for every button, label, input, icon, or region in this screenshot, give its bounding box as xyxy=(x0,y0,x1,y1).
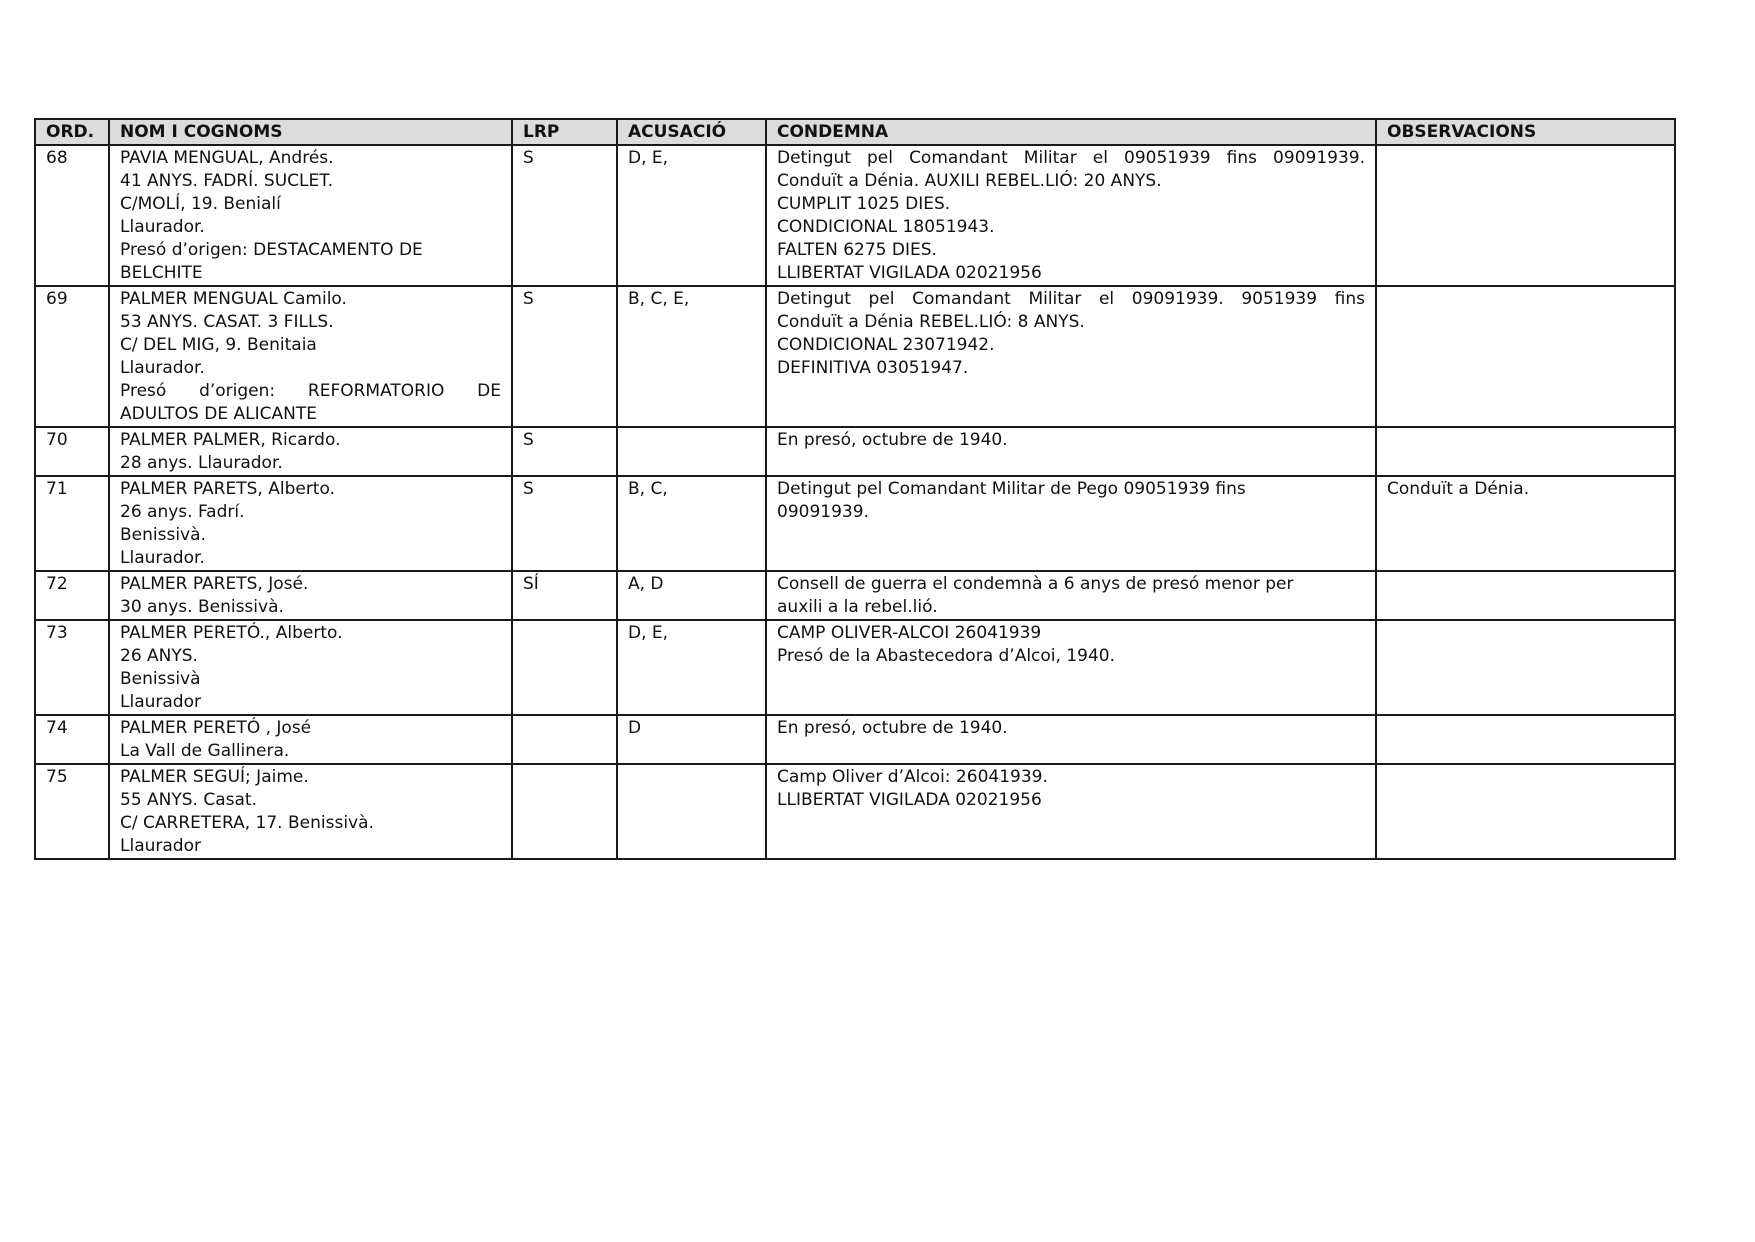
nom-line: Benissivà xyxy=(120,669,201,689)
nom-line: Llaurador. xyxy=(120,217,205,237)
cell-observacions xyxy=(1376,286,1675,427)
nom-line: C/ CARRETERA, 17. Benissivà. xyxy=(120,813,374,833)
cell-nom xyxy=(109,571,512,620)
condemna-line: Conduït a Dénia REBEL.LIÓ: 8 ANYS. xyxy=(777,312,1085,332)
condemna-line: CAMP OLIVER-ALCOI 26041939 xyxy=(777,623,1042,643)
cell-nom xyxy=(109,764,512,859)
cell-lrp xyxy=(512,764,617,859)
cell-ord: 72 xyxy=(35,571,109,620)
cell-acusacio: B, C, xyxy=(617,476,766,571)
cell-lrp: SÍ xyxy=(512,571,617,620)
nom-line: PALMER SEGUÍ; Jaime. xyxy=(120,767,309,787)
nom-line: 55 ANYS. Casat. xyxy=(120,790,257,810)
condemna-line: CUMPLIT 1025 DIES. xyxy=(777,194,951,214)
cell-observacions: Conduït a Dénia. xyxy=(1376,476,1675,571)
cell-observacions xyxy=(1376,427,1675,476)
header-condemna: CONDEMNA xyxy=(766,119,1376,145)
cell-nom xyxy=(109,715,512,764)
condemna-line: Consell de guerra el condemnà a 6 anys de presó menor per xyxy=(777,574,1294,594)
nom-line: La Vall de Gallinera. xyxy=(120,741,290,761)
condemna-line: CONDICIONAL 23071942. xyxy=(777,335,995,355)
header-acusacio: ACUSACIÓ xyxy=(617,119,766,145)
condemna-line: Detingut pel Comandant Militar el 09051939 fins 09091939. xyxy=(777,148,1365,168)
cell-lrp: S xyxy=(512,427,617,476)
cell-ord: 70 xyxy=(35,427,109,476)
table-row xyxy=(35,145,1675,286)
cell-acusacio: D xyxy=(617,715,766,764)
cell-condemna xyxy=(766,145,1376,286)
condemna-line: DEFINITIVA 03051947. xyxy=(777,358,969,378)
condemna-line: En presó, octubre de 1940. xyxy=(777,718,1008,738)
cell-ord: 69 xyxy=(35,286,109,427)
table-row xyxy=(35,427,1675,476)
cell-ord: 68 xyxy=(35,145,109,286)
nom-line: Llaurador xyxy=(120,692,201,712)
nom-line: 30 anys. Benissivà. xyxy=(120,597,284,617)
table-row xyxy=(35,571,1675,620)
nom-line: Benissivà. xyxy=(120,525,206,545)
table-body xyxy=(35,145,1675,859)
cell-observacions xyxy=(1376,620,1675,715)
cell-ord: 73 xyxy=(35,620,109,715)
header-nom: NOM I COGNOMS xyxy=(109,119,512,145)
cell-nom xyxy=(109,476,512,571)
cell-condemna xyxy=(766,476,1376,571)
cell-acusacio: B, C, E, xyxy=(617,286,766,427)
table-row xyxy=(35,715,1675,764)
cell-observacions xyxy=(1376,145,1675,286)
table-row xyxy=(35,476,1675,571)
nom-line: 26 anys. Fadrí. xyxy=(120,502,245,522)
nom-line: PALMER PERETÓ., Alberto. xyxy=(120,623,343,643)
condemna-line: Presó de la Abastecedora d’Alcoi, 1940. xyxy=(777,646,1116,666)
nom-line: 26 ANYS. xyxy=(120,646,198,666)
nom-line: PALMER PARETS, José. xyxy=(120,574,309,594)
condemna-line: Camp Oliver d’Alcoi: 26041939. xyxy=(777,767,1048,787)
cell-nom xyxy=(109,286,512,427)
cell-condemna xyxy=(766,571,1376,620)
cell-nom xyxy=(109,427,512,476)
records-table xyxy=(34,118,1676,860)
cell-nom xyxy=(109,145,512,286)
cell-condemna xyxy=(766,620,1376,715)
cell-condemna xyxy=(766,764,1376,859)
nom-line: PALMER MENGUAL Camilo. xyxy=(120,289,347,309)
cell-condemna xyxy=(766,715,1376,764)
condemna-line: CONDICIONAL 18051943. xyxy=(777,217,995,237)
cell-condemna xyxy=(766,286,1376,427)
nom-line: C/MOLÍ, 19. Benialí xyxy=(120,194,281,214)
nom-line: PALMER PARETS, Alberto. xyxy=(120,479,335,499)
cell-acusacio: D, E, xyxy=(617,620,766,715)
header-ord: ORD. xyxy=(35,119,109,145)
cell-ord: 71 xyxy=(35,476,109,571)
cell-observacions xyxy=(1376,764,1675,859)
table-header xyxy=(35,119,1675,145)
nom-line: PALMER PERETÓ , José xyxy=(120,718,312,738)
table-row xyxy=(35,764,1675,859)
table-row xyxy=(35,620,1675,715)
header-row xyxy=(35,119,1675,145)
condemna-line: LLIBERTAT VIGILADA 02021956 xyxy=(777,263,1042,283)
cell-ord: 74 xyxy=(35,715,109,764)
cell-observacions xyxy=(1376,715,1675,764)
nom-line: Presó d’origen: DESTACAMENTO DE xyxy=(120,240,423,260)
condemna-line: 09091939. xyxy=(777,502,869,522)
cell-acusacio: A, D xyxy=(617,571,766,620)
header-lrp: LRP xyxy=(512,119,617,145)
nom-line: 41 ANYS. FADRÍ. SUCLET. xyxy=(120,171,334,191)
header-observacions: OBSERVACIONS xyxy=(1376,119,1675,145)
cell-lrp: S xyxy=(512,476,617,571)
nom-line: 53 ANYS. CASAT. 3 FILLS. xyxy=(120,312,334,332)
cell-lrp xyxy=(512,620,617,715)
nom-line: PAVIA MENGUAL, Andrés. xyxy=(120,148,334,168)
cell-acusacio xyxy=(617,427,766,476)
condemna-line: En presó, octubre de 1940. xyxy=(777,430,1008,450)
nom-line: C/ DEL MIG, 9. Benitaia xyxy=(120,335,317,355)
condemna-line: Conduït a Dénia. AUXILI REBEL.LIÓ: 20 ANYS. xyxy=(777,171,1162,191)
nom-line: Llaurador. xyxy=(120,358,205,378)
nom-line: ADULTOS DE ALICANTE xyxy=(120,404,317,424)
cell-observacions xyxy=(1376,571,1675,620)
nom-line: Llaurador. xyxy=(120,548,205,568)
table-row xyxy=(35,286,1675,427)
nom-line: BELCHITE xyxy=(120,263,203,283)
condemna-line: Detingut pel Comandant Militar de Pego 09051939 fins xyxy=(777,479,1246,499)
condemna-line: FALTEN 6275 DIES. xyxy=(777,240,937,260)
cell-lrp: S xyxy=(512,286,617,427)
cell-ord: 75 xyxy=(35,764,109,859)
cell-nom xyxy=(109,620,512,715)
cell-acusacio: D, E, xyxy=(617,145,766,286)
condemna-line: LLIBERTAT VIGILADA 02021956 xyxy=(777,790,1042,810)
cell-acusacio xyxy=(617,764,766,859)
cell-condemna xyxy=(766,427,1376,476)
condemna-line: auxili a la rebel.lió. xyxy=(777,597,938,617)
cell-lrp xyxy=(512,715,617,764)
condemna-line: Detingut pel Comandant Militar el 09091939. 9051939 fins xyxy=(777,289,1365,309)
cell-lrp: S xyxy=(512,145,617,286)
nom-line: 28 anys. Llaurador. xyxy=(120,453,283,473)
nom-line: PALMER PALMER, Ricardo. xyxy=(120,430,341,450)
nom-line: Llaurador xyxy=(120,836,201,856)
nom-line: Presó d’origen: REFORMATORIO DE xyxy=(120,381,501,401)
